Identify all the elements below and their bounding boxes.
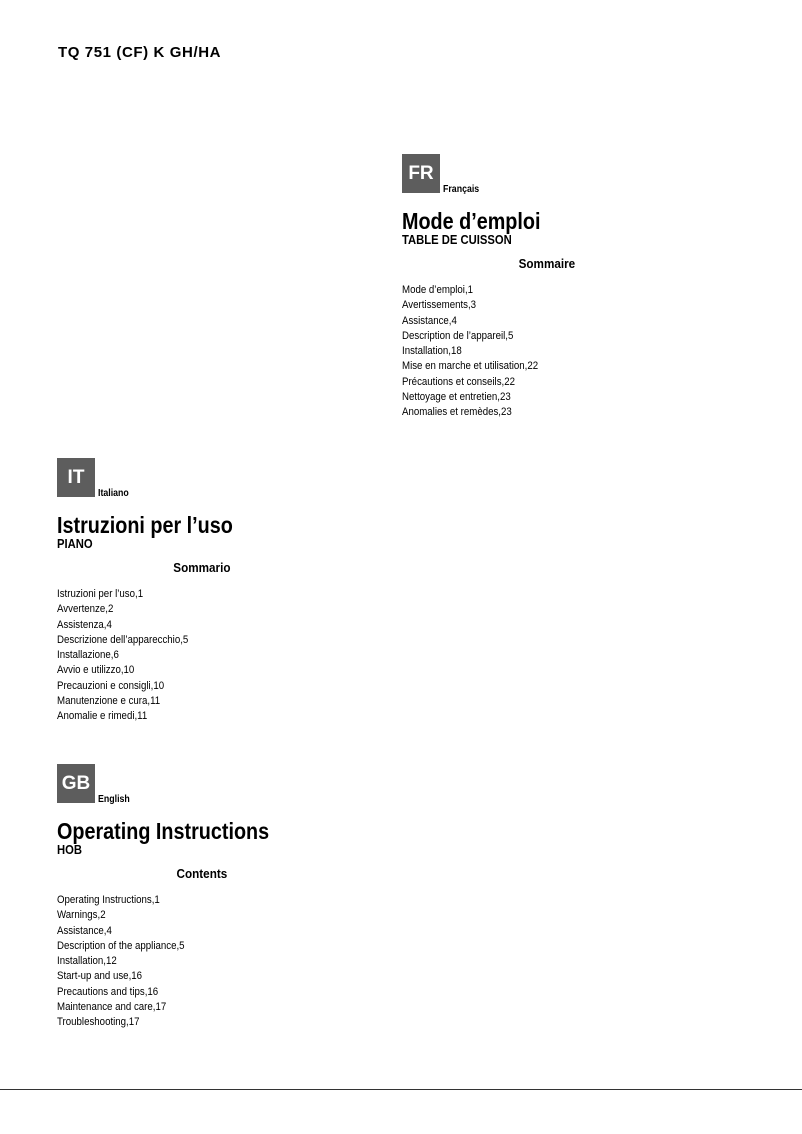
footer-divider <box>0 1089 802 1090</box>
language-name: English <box>98 794 130 805</box>
language-flag-row <box>57 764 297 805</box>
toc-item: Description of the appliance,5 <box>57 939 185 952</box>
toc-item: Avvio e utilizzo,10 <box>57 664 135 677</box>
toc-item: Manutenzione e cura,11 <box>57 695 161 708</box>
toc-item: Maintenance and care,17 <box>57 1001 167 1014</box>
toc-item: Warnings,2 <box>57 909 106 922</box>
toc-item: Start-up and use,16 <box>57 970 143 983</box>
toc-item: Avvertenze,2 <box>57 603 114 616</box>
model-number: TQ 751 (CF) K GH/HA <box>58 44 222 61</box>
toc-item: Avertissements,3 <box>402 299 477 312</box>
toc-item: Anomalie e rimedi,11 <box>57 710 148 723</box>
toc-item: Installation,12 <box>57 955 117 968</box>
section-italian <box>57 458 297 725</box>
toc-item: Assistenza,4 <box>57 618 112 631</box>
toc-item: Mode d’emploi,1 <box>402 284 474 296</box>
product-type: PIANO <box>57 537 93 551</box>
toc-item: Mise en marche et utilisation,22 <box>402 360 539 373</box>
toc-item: Istruzioni per l’uso,1 <box>57 588 144 600</box>
toc-item: Installation,18 <box>402 345 462 358</box>
toc-item: Installazione,6 <box>57 649 119 662</box>
language-name: Italiano <box>98 488 129 499</box>
toc-heading: Sommario <box>173 560 231 575</box>
language-code-badge: IT <box>57 458 95 497</box>
manual-title: Mode d’emploi <box>402 208 541 234</box>
toc-item: Description de l’appareil,5 <box>402 329 514 342</box>
language-name: Français <box>443 184 480 195</box>
toc-item: Assistance,4 <box>402 314 457 327</box>
toc-item: Precautions and tips,16 <box>57 985 159 998</box>
product-type: HOB <box>57 843 83 857</box>
manual-title: Operating Instructions <box>57 818 270 844</box>
toc-item: Assistance,4 <box>57 924 112 937</box>
toc-heading: Sommaire <box>518 256 576 271</box>
table-of-contents <box>57 587 297 725</box>
language-flag-row <box>402 154 642 195</box>
toc-item: Descrizione dell’apparecchio,5 <box>57 633 189 646</box>
toc-item: Précautions et conseils,22 <box>402 375 516 388</box>
toc-item: Troubleshooting,17 <box>57 1016 140 1029</box>
language-code-badge: GB <box>57 764 95 803</box>
toc-heading: Contents <box>176 866 228 881</box>
toc-item: Precauzioni e consigli,10 <box>57 679 165 692</box>
toc-item: Anomalies et remèdes,23 <box>402 406 512 419</box>
manual-title: Istruzioni per l’uso <box>57 512 233 538</box>
language-code-badge: FR <box>402 154 440 193</box>
table-of-contents <box>402 283 642 421</box>
section-french <box>402 154 642 421</box>
table-of-contents <box>57 893 297 1031</box>
toc-item: Operating Instructions,1 <box>57 894 160 906</box>
language-flag-row <box>57 458 297 499</box>
toc-item: Nettoyage et entretien,23 <box>402 391 511 404</box>
section-english <box>57 764 297 1031</box>
product-type: TABLE DE CUISSON <box>402 233 512 247</box>
